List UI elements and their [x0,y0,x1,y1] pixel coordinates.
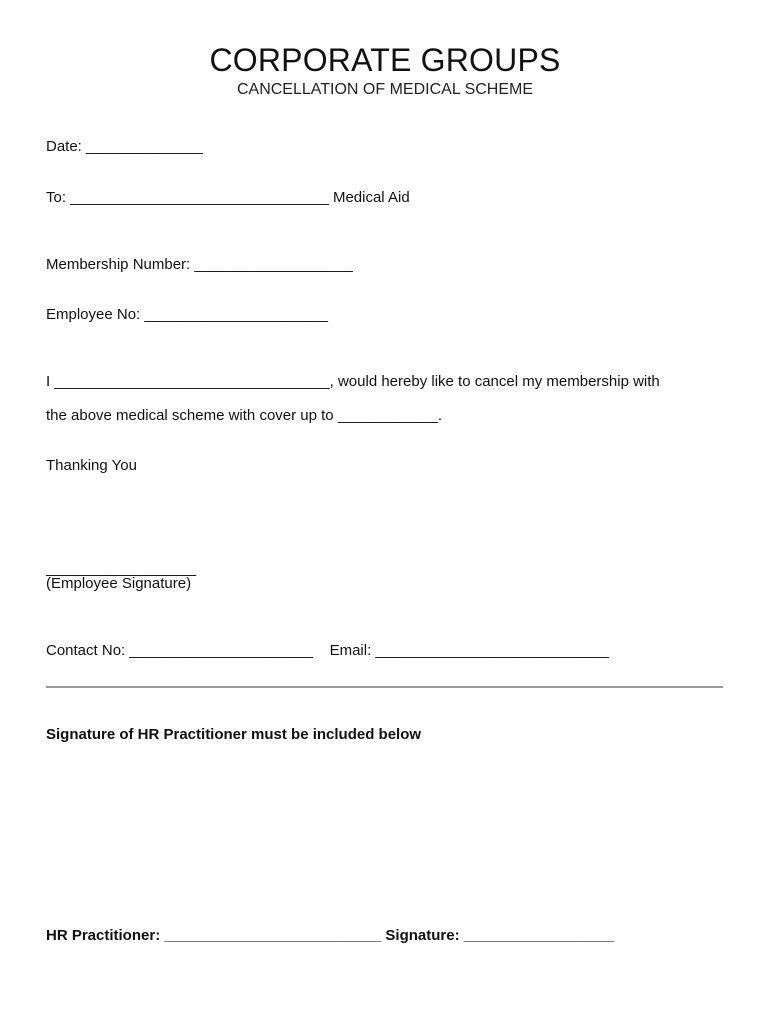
date-field[interactable]: Date: ______________ [46,138,203,155]
page-title: CORPORATE GROUPS [209,42,561,78]
employee-signature-label: (Employee Signature) [46,575,192,592]
hr-practitioner-signature-fields[interactable]: HR Practitioner: __________________________ Signature: __________________ [46,927,614,944]
hr-section-heading: Signature of HR Practitioner must be included below [46,726,422,743]
employee-signature-line[interactable]: __________________ [46,560,197,577]
contact-email-fields[interactable]: Contact No: ______________________ Email: ____________________________ [46,642,609,659]
cancellation-statement-line-1[interactable]: I _________________________________, would hereby like to cancel my membership with [46,373,660,390]
cancellation-statement-line-2[interactable]: the above medical scheme with cover up to ____________. [46,407,443,424]
closing-text: Thanking You [46,457,137,474]
employee-number-field[interactable]: Employee No: ______________________ [46,306,328,323]
page-subtitle: CANCELLATION OF MEDICAL SCHEME [236,81,534,98]
to-medical-aid-field[interactable]: To: _______________________________ Medical Aid [46,189,410,206]
membership-number-field[interactable]: Membership Number: ___________________ [46,256,353,273]
section-divider [46,686,723,688]
